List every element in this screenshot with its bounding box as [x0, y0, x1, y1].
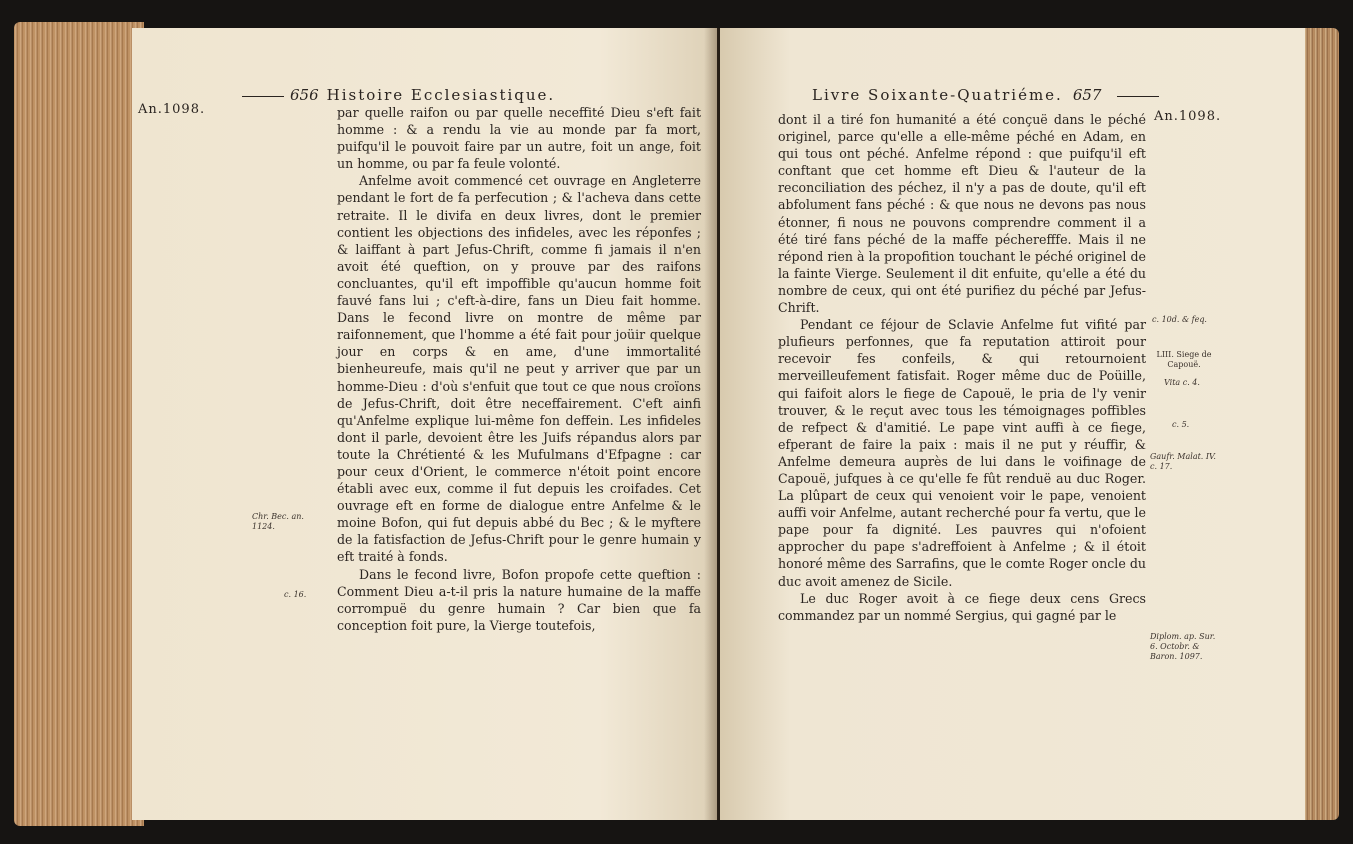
right-page-number: 657 [1072, 86, 1102, 104]
paragraph: Anfelme avoit commencé cet ouvrage en Angleterre pendant le fort de fa perfecution ; & l'acheva dans cette retraite. Il le divifa en deux livres, dont le premier contient les objections des infideles, avec les réponfes ; & laiffant à part Jefus-Chrift, comme fi jamais il n'en avoit été queftion, on y prouve par des raifons concluantes, qu'il eft impoffible qu'aucun homme foit fauvé fans lui ; c'eft-à-dire, fans un Dieu fait homme. Dans le fecond livre on montre de même par raifonnement, que l'homme a été fait pour joüir quelque jour en corps & en ame, d'une immortalité bienheureufe, mais qu'il ne peut y arriver que par un homme-Dieu : d'où s'enfuit que tout ce que nous croïons de Jefus-Chrift, doit être neceffairement. C'eft ainfi qu'Anfelme explique lui-même fon deffein. Les infideles dont il parle, devoient être les Juifs répandus alors par toute la Chrétienté & les Mufulmans d'Efpagne : car pour ceux d'Orient, le commerce n'étoit point encore établi avec eux, comme il fut depuis les croifades. Cet ouvrage eft en forme de dialogue entre Anfelme & le moine Bofon, qui fut depuis abbé du Bec ; & le myftere de la fatisfaction de Jefus-Chrift pour le genre humain y eft traité à fonds. [337, 173, 701, 565]
open-book [14, 18, 1339, 830]
left-running-head [242, 86, 555, 104]
right-year-margin: An.1098. [1154, 109, 1222, 124]
header-rule [1117, 96, 1159, 97]
paragraph: Dans le fecond livre, Bofon propofe cette queftion : Comment Dieu a-t-il pris la nature humaine de la maffe corrompuë du genre humain ? Car bien que fa conception foit pure, la Vierge toutefois, [337, 566, 701, 633]
margin-note: c. 5. [1172, 420, 1190, 429]
margin-note: Vita c. 4. [1164, 378, 1200, 387]
right-page [720, 28, 1305, 820]
page-edges-right [1299, 28, 1339, 820]
right-header-title: Livre Soixante-Quatriéme. [812, 86, 1063, 104]
left-year-margin: An.1098. [138, 102, 206, 117]
paragraph: par quelle raifon ou par quelle neceffité Dieu s'eft fait homme : & a rendu la vie au monde par fa mort, puifqu'il le pouvoit faire par un autre, foit un ange, foit un homme, ou par fa feule volonté. [337, 105, 701, 172]
left-body-text [337, 104, 701, 634]
left-header-title: Histoire Ecclesiastique. [326, 86, 556, 104]
margin-note: c. 16. [284, 590, 307, 599]
margin-note: Chr. Bec. an. 1124. [252, 512, 304, 531]
right-body-text [778, 111, 1146, 624]
margin-note: Diplom. ap. Sur. 6. Octobr. & Baron. 1097. [1150, 632, 1216, 661]
header-rule [242, 96, 284, 97]
margin-section-note: LIII. Siege de Capouë. [1156, 350, 1212, 369]
paragraph: Le duc Roger avoit à ce fiege deux cens Grecs commandez par un nommé Sergius, qui gagné par le [778, 590, 1146, 623]
paragraph: dont il a tiré fon humanité a été conçuë dans le péché originel, parce qu'elle a elle-même péché en Adam, en qui tous ont péché. Anfelme répond : que puifqu'il eft conftant que cet homme eft Dieu & l'auteur de la reconciliation des péchez, il n'y a pas de doute, qu'il eft abfolument fans péché : & que nous ne devons pas nous étonner, fi nous ne pouvons comprendre comment il a été tiré fans péché de la maffe pécherefffe. Mais il ne répond rien à la propofition touchant le péché originel de la fainte Vierge. Seulement il dit enfuite, qu'elle a été du nombre de ceux, qui ont été purifiez du péché par Jefus-Chrift. [778, 112, 1146, 316]
margin-note: c. 10d. & feq. [1152, 315, 1207, 324]
left-page [132, 28, 717, 820]
right-running-head [812, 86, 1159, 104]
paragraph: Pendant ce féjour de Sclavie Anfelme fut vifité par plufieurs perfonnes, que fa reputation attiroit pour recevoir fes confeils, & qui retournoient merveilleufement fatisfait. Roger même duc de Poüille, qui faifoit alors le fiege de Capouë, le pria de l'y venir trouver, & le reçut avec tous les témoignages poffibles de refpect & d'amitié. Le pape vint auffi à ce fiege, efperant de faire la paix : mais il ne put y réuffir, & Anfelme demeura auprès de lui dans le voifinage de Capouë, jufques à ce qu'elle fe fût renduë au duc Roger. La plûpart de ceux qui venoient voir le pape, venoient auffi voir Anfelme, autant recherché pour fa vertu, que le pape pour fa dignité. Les pauvres qui n'ofoient approcher du pape s'adreffoient à Anfelme ; & il étoit honoré même des Sarrafins, que le comte Roger oncle du duc avoit amenez de Sicile. [778, 317, 1146, 589]
page-edges-left [14, 22, 144, 826]
margin-note: Gaufr. Malat. IV. c. 17. [1150, 452, 1216, 471]
left-page-number: 656 [290, 86, 319, 104]
